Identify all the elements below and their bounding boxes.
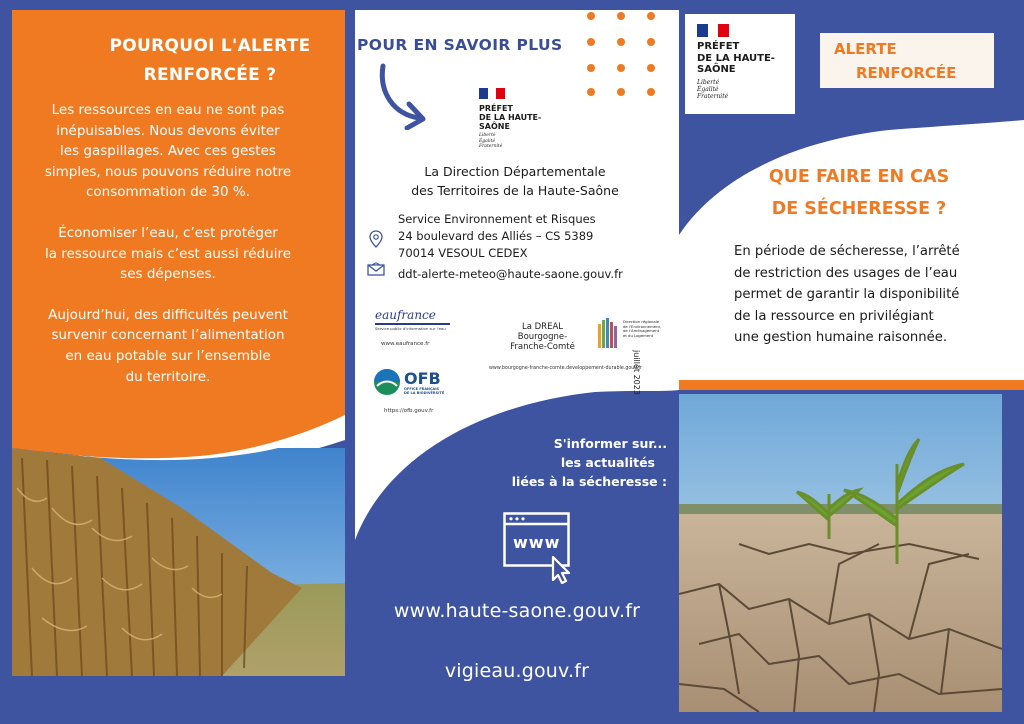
organisation-name (365, 162, 665, 200)
contact-block (398, 211, 623, 283)
middle-panel (345, 0, 679, 724)
left-paragraph-2 (18, 223, 318, 285)
right-title-line1: QUE FAIRE EN CAS (768, 167, 950, 187)
left-body (18, 100, 318, 387)
dreal-side: de l'Environnement, (623, 323, 662, 329)
url-vigieau[interactable]: vigieau.gouv.fr (444, 660, 590, 682)
prefet-logo-middle (479, 84, 549, 150)
text-line: Les ressources en eau ne sont pas (51, 102, 285, 118)
text-line: du territoire. (125, 368, 211, 385)
service-name: Service Environnement et Risques (398, 212, 596, 226)
eaufrance-name: eaufrance (375, 308, 436, 322)
text-line: les gaspillages. Avec ces gestes (60, 143, 276, 160)
badge-line2: RENFORCÉE (856, 64, 957, 82)
email-link[interactable]: ddt-alerte-meteo@haute-saone.gouv.fr (398, 267, 623, 281)
left-paragraph-3 (18, 305, 318, 387)
prefet-logo-right (685, 14, 795, 114)
text-line: Économiser l’eau, c’est protéger (58, 224, 278, 241)
info-line2: les actualités (560, 455, 655, 470)
left-title (60, 32, 345, 90)
alert-badge (820, 33, 994, 88)
text-line: en eau potable sur l’ensemble (65, 347, 271, 364)
corn-field-photo (12, 448, 345, 676)
ofb-sub: OFFICE FRANÇAIS (404, 387, 440, 391)
left-panel (0, 0, 345, 724)
orange-dot-grid (583, 8, 678, 98)
info-text (455, 434, 667, 491)
www-browser-icon (503, 512, 573, 572)
eaufrance-tagline: Service public d'information sur l'eau (375, 325, 446, 331)
motto-line: Égalité (697, 86, 719, 93)
prefet-line: DE LA HAUTE- (479, 113, 542, 122)
dreal-line: La DREAL (521, 322, 564, 332)
text-line: consommation de 30 %. (85, 184, 250, 201)
text-line: ses dépenses. (120, 266, 216, 283)
left-title-line2: RENFORCÉE ? (143, 65, 277, 85)
motto-line: Liberté (479, 133, 496, 138)
address-line1: 24 boulevard des Alliés – CS 5389 (398, 229, 594, 243)
ofb-sub: DE LA BIODIVERSITÉ (404, 391, 445, 396)
ofb-globe-icon (373, 368, 401, 396)
text-line: simples, nous pouvons réduire notre (44, 163, 292, 180)
dreal-side: Direction régionale (623, 319, 660, 324)
prefet-line: PRÉFET (479, 104, 513, 113)
info-line1: S'informer sur... (553, 436, 667, 451)
motto-line: Fraternité (697, 93, 729, 100)
email-icon (367, 262, 385, 276)
text-line: survenir concernant l’alimentation (51, 327, 285, 344)
dreal-line: Franche-Comté (510, 342, 575, 352)
motto-line: Liberté (697, 79, 720, 86)
middle-heading: POUR EN SAVOIR PLUS (357, 36, 563, 54)
text-line: En période de sécheresse, l’arrêté (734, 244, 960, 259)
text-line: inépuisables. Nous devons éviter (56, 122, 280, 139)
ofb-name: OFB (404, 369, 441, 388)
dreal-side: et du Logement (623, 332, 654, 338)
cracked-soil-photo (679, 394, 1002, 712)
dreal-side: de l'Aménagement (623, 328, 660, 334)
eaufrance-url[interactable]: www.eaufrance.fr (381, 340, 430, 347)
url-haute-saone[interactable]: www.haute-saone.gouv.fr (393, 600, 641, 622)
right-title-line2: DE SÉCHERESSE ? (771, 199, 947, 219)
left-title-line1: POURQUOI L'ALERTE (109, 36, 311, 56)
info-line3: liées à la sécheresse : (511, 474, 667, 489)
org-line: des Territoires de la Haute-Saône (411, 183, 619, 198)
marianne-icon (697, 24, 729, 37)
right-title (719, 161, 999, 225)
marianne-icon (479, 88, 505, 99)
ofb-url[interactable]: https://ofb.gouv.fr (384, 408, 434, 414)
text-line: de la ressource en privilégiant (734, 308, 934, 324)
right-body (734, 241, 1004, 349)
org-line: La Direction Départementale (424, 164, 606, 179)
text-line: permet de garantir la disponibilité (734, 287, 960, 302)
www-label: www (513, 533, 561, 552)
date-vertical: juillet 2023 (632, 350, 641, 395)
text-line: de restriction des usages de l’eau (734, 265, 958, 281)
badge-line1: ALERTE (834, 40, 897, 58)
motto-line: Fraternité (479, 144, 503, 149)
text-line: la ressource mais c’est aussi réduire (44, 245, 292, 262)
dreal-line: Bourgogne- (517, 332, 568, 342)
motto-line: Égalité (479, 138, 496, 144)
dreal-url[interactable]: www.bourgogne-franche-comte.developpement-durable.gouv.fr (489, 366, 643, 371)
prefet-line: PRÉFET (697, 41, 740, 52)
prefet-line: SAÔNE (697, 64, 736, 75)
dreal-stripes-icon (598, 318, 620, 350)
text-line: Aujourd’hui, des difficultés peuvent (48, 306, 288, 323)
curved-arrow-icon (375, 62, 431, 130)
eaufrance-logo (375, 308, 460, 347)
prefet-line: DE LA HAUTE- (697, 52, 775, 64)
text-line: une gestion humaine raisonnée. (734, 330, 948, 345)
left-paragraph-1 (18, 100, 318, 203)
right-panel (679, 0, 1024, 724)
prefet-line: SAÔNE (479, 122, 510, 131)
address-line2: 70014 VESOUL CEDEX (398, 246, 528, 260)
location-pin-icon (369, 230, 383, 248)
